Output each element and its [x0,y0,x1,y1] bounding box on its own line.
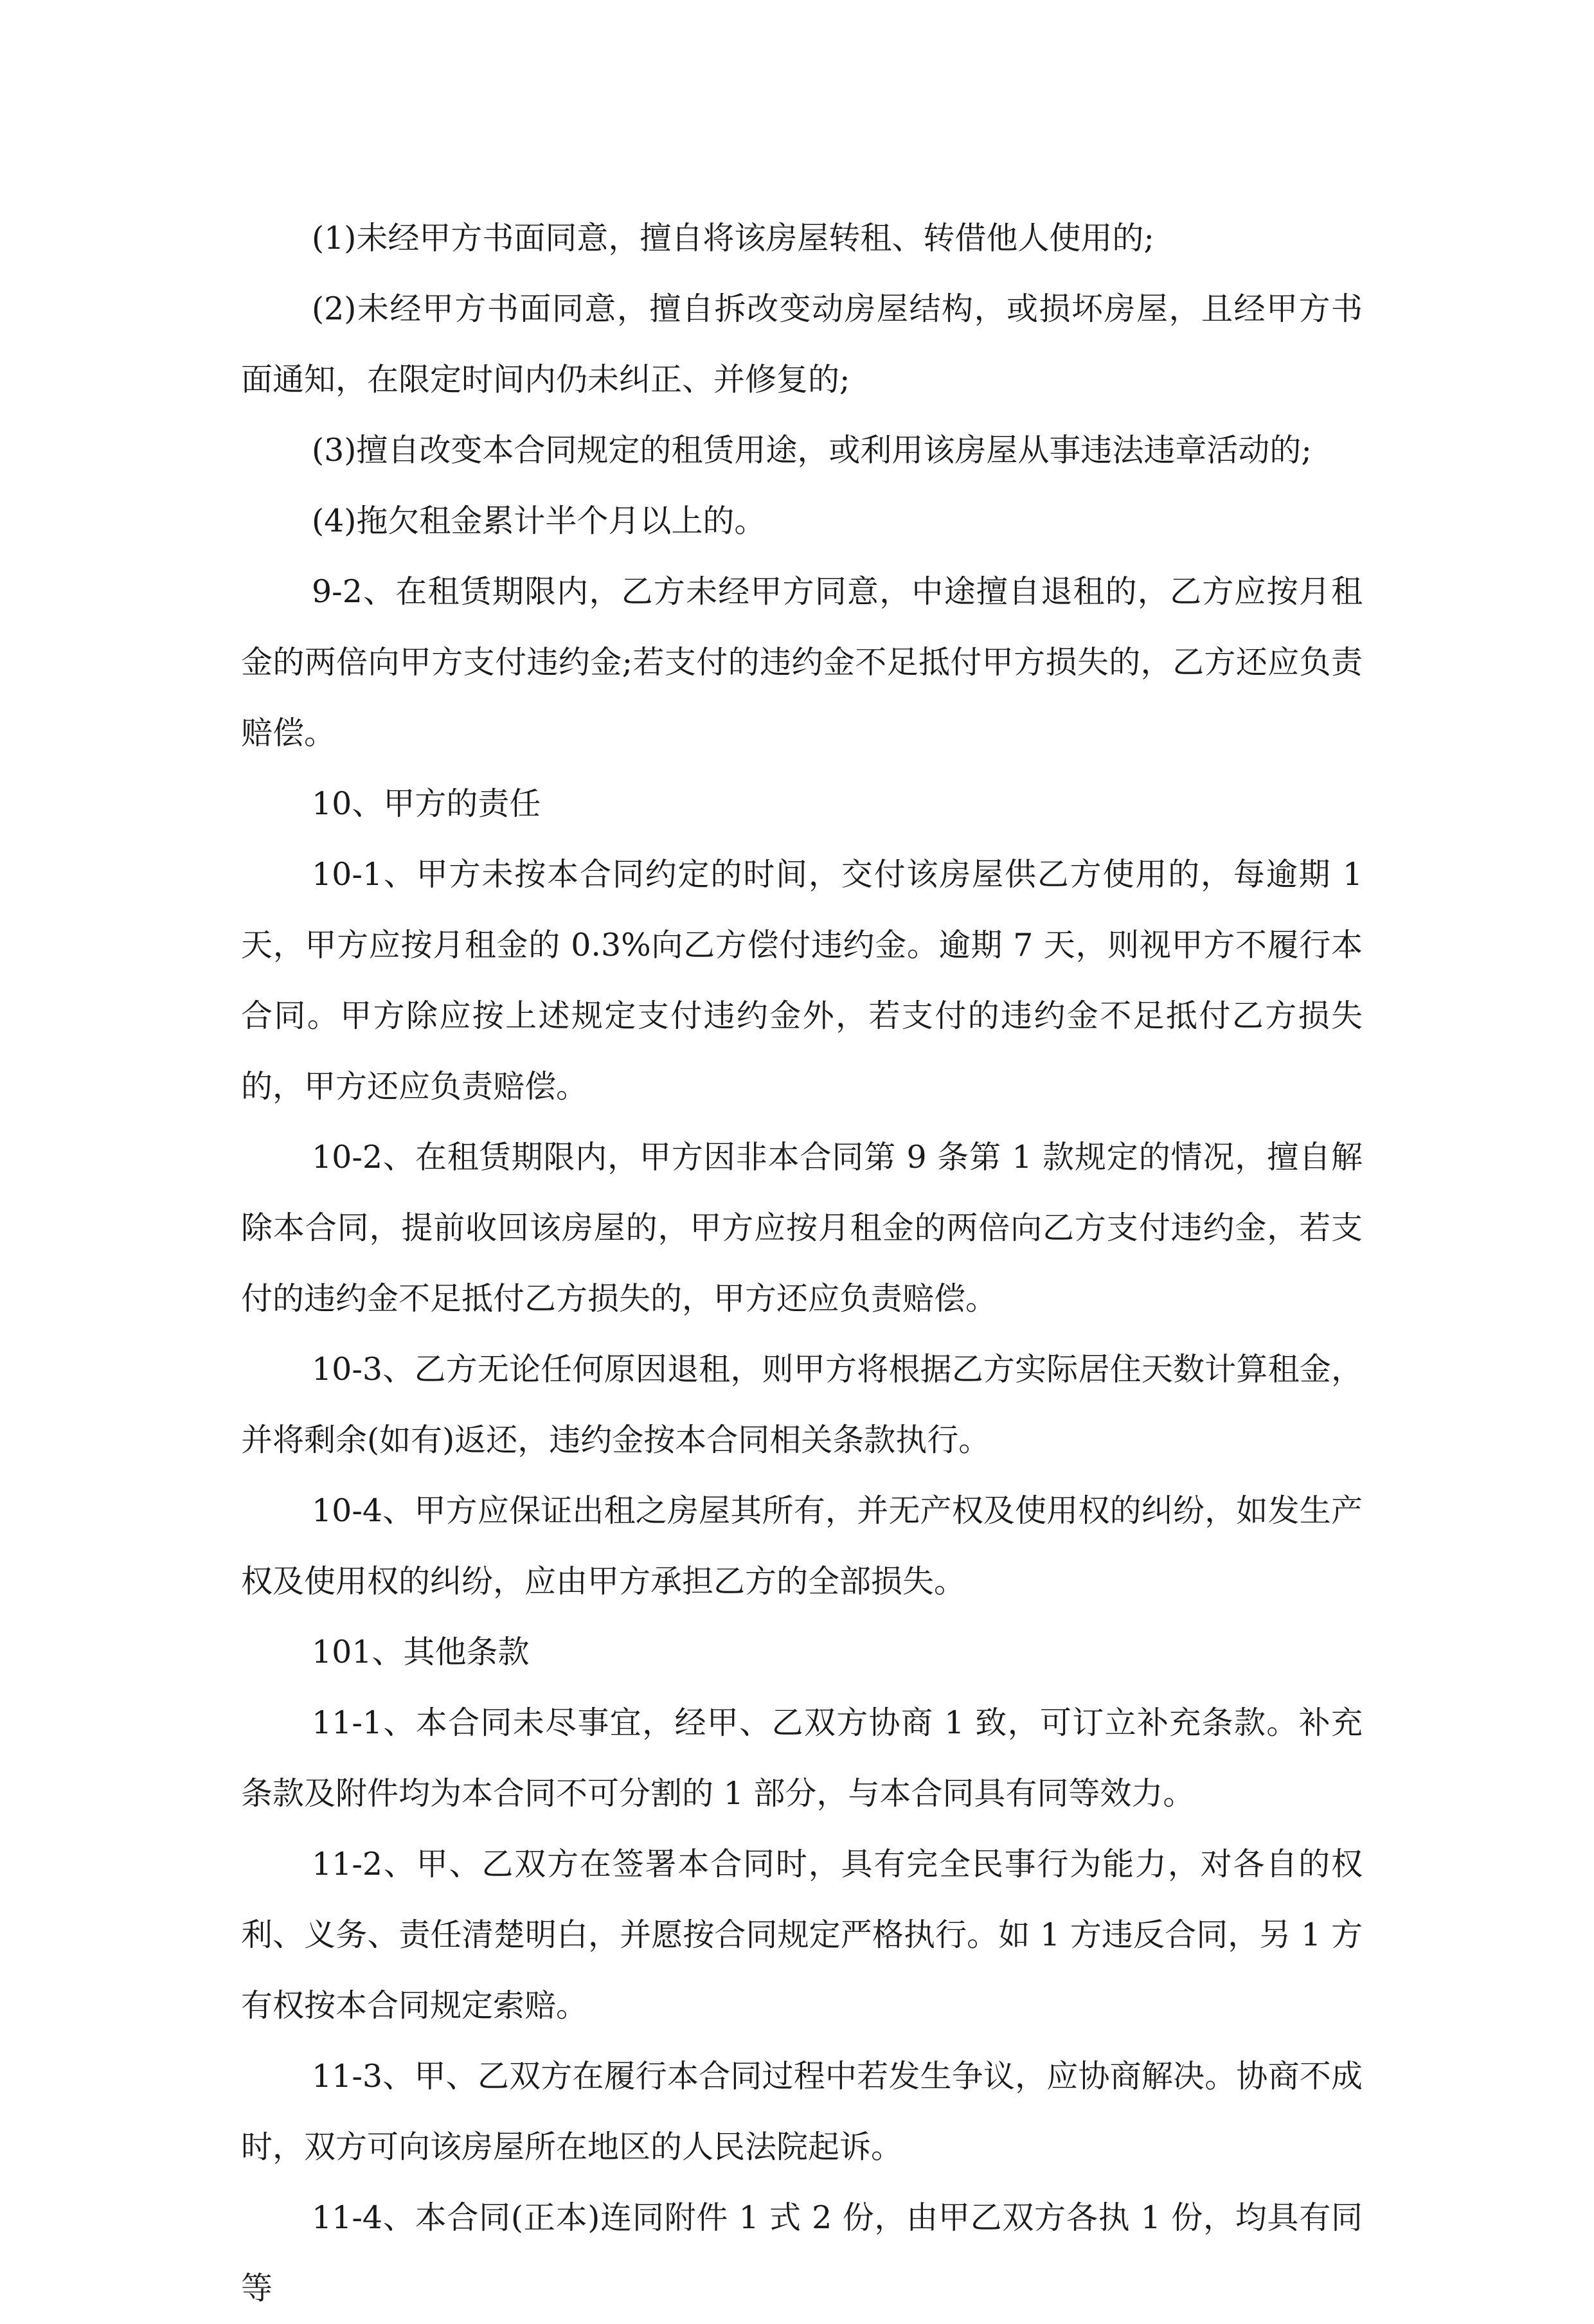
section-11-heading: 101、其他条款 [312,1634,530,1670]
clause-10-2: 10-2、在租赁期限内，甲方因非本合同第 9 条第 1 款规定的情况，擅自解除本合同，提前收回该房屋的，甲方应按月租金的两倍向乙方支付违约金，若支付的违约金不足抵付乙方损失的，甲方还应负责赔偿。 [241,1139,1363,1317]
clause-10-3: 10-3、乙方无论任何原因退租，则甲方将根据乙方实际居住天数计算租金，并将剩余(如有)返还，违约金按本合同相关条款执行。 [241,1351,1363,1458]
clause-10-4: 10-4、甲方应保证出租之房屋其所有，并无产权及使用权的纠纷，如发生产权及使用权的纠纷，应由甲方承担乙方的全部损失。 [241,1492,1363,1600]
clause-9-1-item-2: (2)未经甲方书面同意，擅自拆改变动房屋结构，或损坏房屋，且经甲方书面通知，在限定时间内仍未纠正、并修复的; [241,290,1363,398]
clause-9-1-item-1: (1)未经甲方书面同意，擅自将该房屋转租、转借他人使用的; [312,220,1154,256]
clause-11-3: 11-3、甲、乙双方在履行本合同过程中若发生争议，应协商解决。协商不成时，双方可向该房屋所在地区的人民法院起诉。 [241,2058,1363,2165]
section-10-heading: 10、甲方的责任 [312,785,541,822]
clause-10-1: 10-1、甲方未按本合同约定的时间，交付该房屋供乙方使用的，每逾期 1 天，甲方应按月租金的 0.3%向乙方偿付违约金。逾期 7 天，则视甲方不履行本合同。甲方除应按上述规定支付违约金外，若支付的违约金不足抵付乙方损失的，甲方还应负责赔偿。 [241,856,1373,1105]
clause-9-2: 9-2、在租赁期限内，乙方未经甲方同意，中途擅自退租的，乙方应按月租金的两倍向甲方支付违约金;若支付的违约金不足抵付甲方损失的，乙方还应负责赔偿。 [241,573,1363,751]
clause-11-1: 11-1、本合同未尽事宜，经甲、乙双方协商 1 致，可订立补充条款。补充条款及附件均为本合同不可分割的 1 部分，与本合同具有同等效力。 [241,1704,1363,1812]
clause-9-1-item-4: (4)拖欠租金累计半个月以上的。 [312,503,766,539]
clause-11-2: 11-2、甲、乙双方在签署本合同时，具有完全民事行为能力，对各自的权利、义务、责任清楚明白，并愿按合同规定严格执行。如 1 方违反合同，另 1 方有权按本合同规定索赔。 [241,1846,1363,2024]
clause-11-4: 11-4、本合同(正本)连同附件 1 式 2 份，由甲乙双方各执 1 份，均具有同等 [241,2199,1363,2307]
document-page [241,203,1373,2324]
clause-9-1-item-3: (3)擅自改变本合同规定的租赁用途，或利用该房屋从事违法违章活动的; [312,432,1312,469]
